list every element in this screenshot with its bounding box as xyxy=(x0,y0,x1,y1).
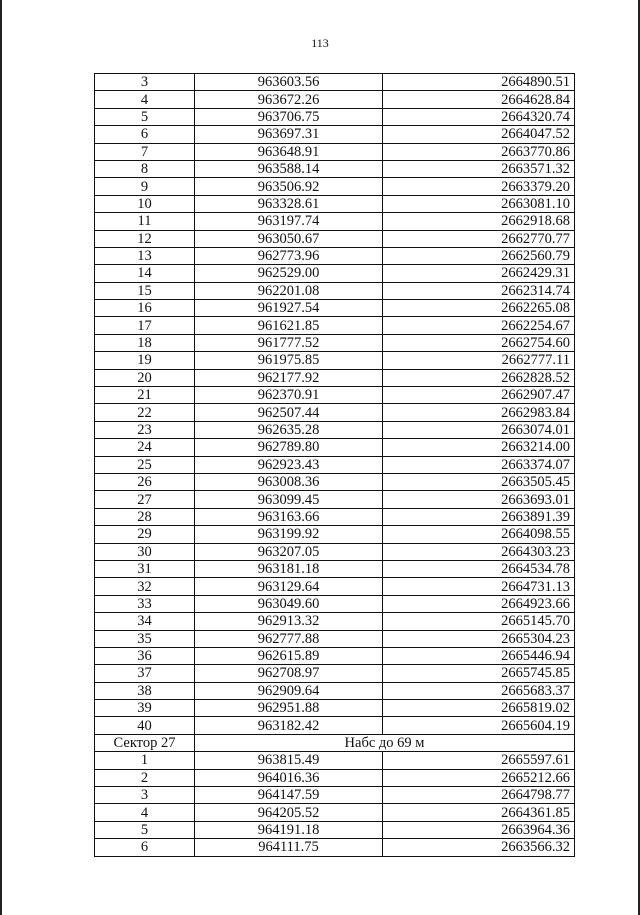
point-number: 22 xyxy=(95,404,195,421)
table-row xyxy=(95,195,575,212)
table-row xyxy=(95,143,575,160)
table-row xyxy=(95,387,575,404)
scan-edge-left xyxy=(0,0,2,915)
table-row xyxy=(95,752,575,769)
table-row xyxy=(95,108,575,125)
y-coordinate: 2664361.85 xyxy=(383,804,575,821)
y-coordinate: 2665145.70 xyxy=(383,613,575,630)
table-row xyxy=(95,334,575,351)
coordinates-table xyxy=(94,73,575,857)
sector-label: Сектор 27 xyxy=(95,734,195,751)
x-coordinate: 962507.44 xyxy=(195,404,383,421)
x-coordinate: 962923.43 xyxy=(195,456,383,473)
x-coordinate: 962789.80 xyxy=(195,439,383,456)
y-coordinate: 2663505.45 xyxy=(383,473,575,490)
x-coordinate: 963163.66 xyxy=(195,508,383,525)
coordinates-rows xyxy=(95,74,575,735)
x-coordinate: 962370.91 xyxy=(195,387,383,404)
x-coordinate: 963050.67 xyxy=(195,230,383,247)
x-coordinate: 964191.18 xyxy=(195,821,383,838)
y-coordinate: 2663770.86 xyxy=(383,143,575,160)
y-coordinate: 2665683.37 xyxy=(383,682,575,699)
point-number: 37 xyxy=(95,665,195,682)
y-coordinate: 2665597.61 xyxy=(383,752,575,769)
y-coordinate: 2664098.55 xyxy=(383,526,575,543)
y-coordinate: 2665212.66 xyxy=(383,769,575,786)
point-number: 6 xyxy=(95,839,195,856)
point-number: 36 xyxy=(95,647,195,664)
x-coordinate: 963008.36 xyxy=(195,473,383,490)
x-coordinate: 961975.85 xyxy=(195,352,383,369)
x-coordinate: 962777.88 xyxy=(195,630,383,647)
y-coordinate: 2662254.67 xyxy=(383,317,575,334)
x-coordinate: 963697.31 xyxy=(195,126,383,143)
y-coordinate: 2665304.23 xyxy=(383,630,575,647)
y-coordinate: 2663074.01 xyxy=(383,421,575,438)
y-coordinate: 2663379.20 xyxy=(383,178,575,195)
x-coordinate: 962773.96 xyxy=(195,247,383,264)
point-number: 18 xyxy=(95,334,195,351)
y-coordinate: 2662314.74 xyxy=(383,282,575,299)
table-row xyxy=(95,526,575,543)
point-number: 29 xyxy=(95,526,195,543)
x-coordinate: 962708.97 xyxy=(195,665,383,682)
table-row xyxy=(95,665,575,682)
x-coordinate: 962201.08 xyxy=(195,282,383,299)
table-row xyxy=(95,91,575,108)
y-coordinate: 2664534.78 xyxy=(383,560,575,577)
point-number: 11 xyxy=(95,213,195,230)
table-row xyxy=(95,421,575,438)
y-coordinate: 2663571.32 xyxy=(383,160,575,177)
table-row xyxy=(95,630,575,647)
point-number: 35 xyxy=(95,630,195,647)
table-row xyxy=(95,508,575,525)
table-row xyxy=(95,700,575,717)
table-row xyxy=(95,213,575,230)
point-number: 19 xyxy=(95,352,195,369)
point-number: 10 xyxy=(95,195,195,212)
y-coordinate: 2663081.10 xyxy=(383,195,575,212)
table-row xyxy=(95,74,575,91)
x-coordinate: 963506.92 xyxy=(195,178,383,195)
point-number: 4 xyxy=(95,91,195,108)
y-coordinate: 2662560.79 xyxy=(383,247,575,264)
table-row xyxy=(95,230,575,247)
point-number: 40 xyxy=(95,717,195,734)
table-row xyxy=(95,352,575,369)
x-coordinate: 964147.59 xyxy=(195,787,383,804)
x-coordinate: 963207.05 xyxy=(195,543,383,560)
table-row xyxy=(95,456,575,473)
x-coordinate: 963129.64 xyxy=(195,578,383,595)
x-coordinate: 963099.45 xyxy=(195,491,383,508)
y-coordinate: 2665604.19 xyxy=(383,717,575,734)
table-row xyxy=(95,439,575,456)
point-number: 39 xyxy=(95,700,195,717)
y-coordinate: 2664798.77 xyxy=(383,787,575,804)
point-number: 16 xyxy=(95,300,195,317)
table-row xyxy=(95,178,575,195)
table-row xyxy=(95,369,575,386)
y-coordinate: 2663891.39 xyxy=(383,508,575,525)
x-coordinate: 963199.92 xyxy=(195,526,383,543)
y-coordinate: 2663566.32 xyxy=(383,839,575,856)
point-number: 13 xyxy=(95,247,195,264)
table-row xyxy=(95,265,575,282)
point-number: 30 xyxy=(95,543,195,560)
point-number: 21 xyxy=(95,387,195,404)
x-coordinate: 961927.54 xyxy=(195,300,383,317)
point-number: 33 xyxy=(95,595,195,612)
y-coordinate: 2663964.36 xyxy=(383,821,575,838)
table-row xyxy=(95,787,575,804)
point-number: 6 xyxy=(95,126,195,143)
y-coordinate: 2662907.47 xyxy=(383,387,575,404)
point-number: 3 xyxy=(95,787,195,804)
table-row xyxy=(95,560,575,577)
y-coordinate: 2662828.52 xyxy=(383,369,575,386)
y-coordinate: 2664303.23 xyxy=(383,543,575,560)
x-coordinate: 963648.91 xyxy=(195,143,383,160)
x-coordinate: 963197.74 xyxy=(195,213,383,230)
table-row xyxy=(95,839,575,856)
point-number: 17 xyxy=(95,317,195,334)
x-coordinate: 963181.18 xyxy=(195,560,383,577)
x-coordinate: 962913.32 xyxy=(195,613,383,630)
x-coordinate: 963672.26 xyxy=(195,91,383,108)
point-number: 20 xyxy=(95,369,195,386)
y-coordinate: 2663214.00 xyxy=(383,439,575,456)
y-coordinate: 2662777.11 xyxy=(383,352,575,369)
x-coordinate: 963603.56 xyxy=(195,74,383,91)
x-coordinate: 962909.64 xyxy=(195,682,383,699)
point-number: 5 xyxy=(95,821,195,838)
x-coordinate: 962951.88 xyxy=(195,700,383,717)
table-row xyxy=(95,804,575,821)
sector-header-row xyxy=(95,734,575,751)
point-number: 31 xyxy=(95,560,195,577)
y-coordinate: 2662265.08 xyxy=(383,300,575,317)
point-number: 27 xyxy=(95,491,195,508)
sector-depth-label: Набс до 69 м xyxy=(195,734,575,751)
sector-header xyxy=(95,734,575,751)
x-coordinate: 962635.28 xyxy=(195,421,383,438)
point-number: 1 xyxy=(95,752,195,769)
table-row xyxy=(95,491,575,508)
point-number: 34 xyxy=(95,613,195,630)
x-coordinate: 964016.36 xyxy=(195,769,383,786)
table-row xyxy=(95,247,575,264)
y-coordinate: 2663374.07 xyxy=(383,456,575,473)
y-coordinate: 2664047.52 xyxy=(383,126,575,143)
x-coordinate: 964111.75 xyxy=(195,839,383,856)
y-coordinate: 2664320.74 xyxy=(383,108,575,125)
y-coordinate: 2662918.68 xyxy=(383,213,575,230)
table-row xyxy=(95,543,575,560)
table-row xyxy=(95,769,575,786)
table-row xyxy=(95,595,575,612)
x-coordinate: 963182.42 xyxy=(195,717,383,734)
table-row xyxy=(95,300,575,317)
x-coordinate: 961621.85 xyxy=(195,317,383,334)
point-number: 9 xyxy=(95,178,195,195)
x-coordinate: 963815.49 xyxy=(195,752,383,769)
table-row xyxy=(95,473,575,490)
y-coordinate: 2662429.31 xyxy=(383,265,575,282)
table-row xyxy=(95,682,575,699)
y-coordinate: 2664628.84 xyxy=(383,91,575,108)
page-number: 113 xyxy=(311,36,329,50)
x-coordinate: 963706.75 xyxy=(195,108,383,125)
x-coordinate: 961777.52 xyxy=(195,334,383,351)
point-number: 15 xyxy=(95,282,195,299)
y-coordinate: 2663693.01 xyxy=(383,491,575,508)
x-coordinate: 962615.89 xyxy=(195,647,383,664)
y-coordinate: 2662754.60 xyxy=(383,334,575,351)
x-coordinate: 962177.92 xyxy=(195,369,383,386)
table-row xyxy=(95,160,575,177)
point-number: 28 xyxy=(95,508,195,525)
point-number: 32 xyxy=(95,578,195,595)
point-number: 38 xyxy=(95,682,195,699)
y-coordinate: 2664731.13 xyxy=(383,578,575,595)
x-coordinate: 963588.14 xyxy=(195,160,383,177)
y-coordinate: 2664923.66 xyxy=(383,595,575,612)
x-coordinate: 963049.60 xyxy=(195,595,383,612)
table-row xyxy=(95,647,575,664)
x-coordinate: 963328.61 xyxy=(195,195,383,212)
y-coordinate: 2662983.84 xyxy=(383,404,575,421)
point-number: 12 xyxy=(95,230,195,247)
table-row xyxy=(95,717,575,734)
y-coordinate: 2665819.02 xyxy=(383,700,575,717)
point-number: 4 xyxy=(95,804,195,821)
point-number: 26 xyxy=(95,473,195,490)
point-number: 7 xyxy=(95,143,195,160)
point-number: 3 xyxy=(95,74,195,91)
y-coordinate: 2664890.51 xyxy=(383,74,575,91)
point-number: 23 xyxy=(95,421,195,438)
table-row xyxy=(95,126,575,143)
table-row xyxy=(95,821,575,838)
table-row xyxy=(95,578,575,595)
point-number: 14 xyxy=(95,265,195,282)
x-coordinate: 962529.00 xyxy=(195,265,383,282)
point-number: 24 xyxy=(95,439,195,456)
x-coordinate: 964205.52 xyxy=(195,804,383,821)
sector-rows xyxy=(95,752,575,856)
y-coordinate: 2665745.85 xyxy=(383,665,575,682)
table-row xyxy=(95,317,575,334)
y-coordinate: 2662770.77 xyxy=(383,230,575,247)
point-number: 5 xyxy=(95,108,195,125)
table-row xyxy=(95,282,575,299)
table-row xyxy=(95,613,575,630)
point-number: 2 xyxy=(95,769,195,786)
point-number: 25 xyxy=(95,456,195,473)
y-coordinate: 2665446.94 xyxy=(383,647,575,664)
table-row xyxy=(95,404,575,421)
point-number: 8 xyxy=(95,160,195,177)
